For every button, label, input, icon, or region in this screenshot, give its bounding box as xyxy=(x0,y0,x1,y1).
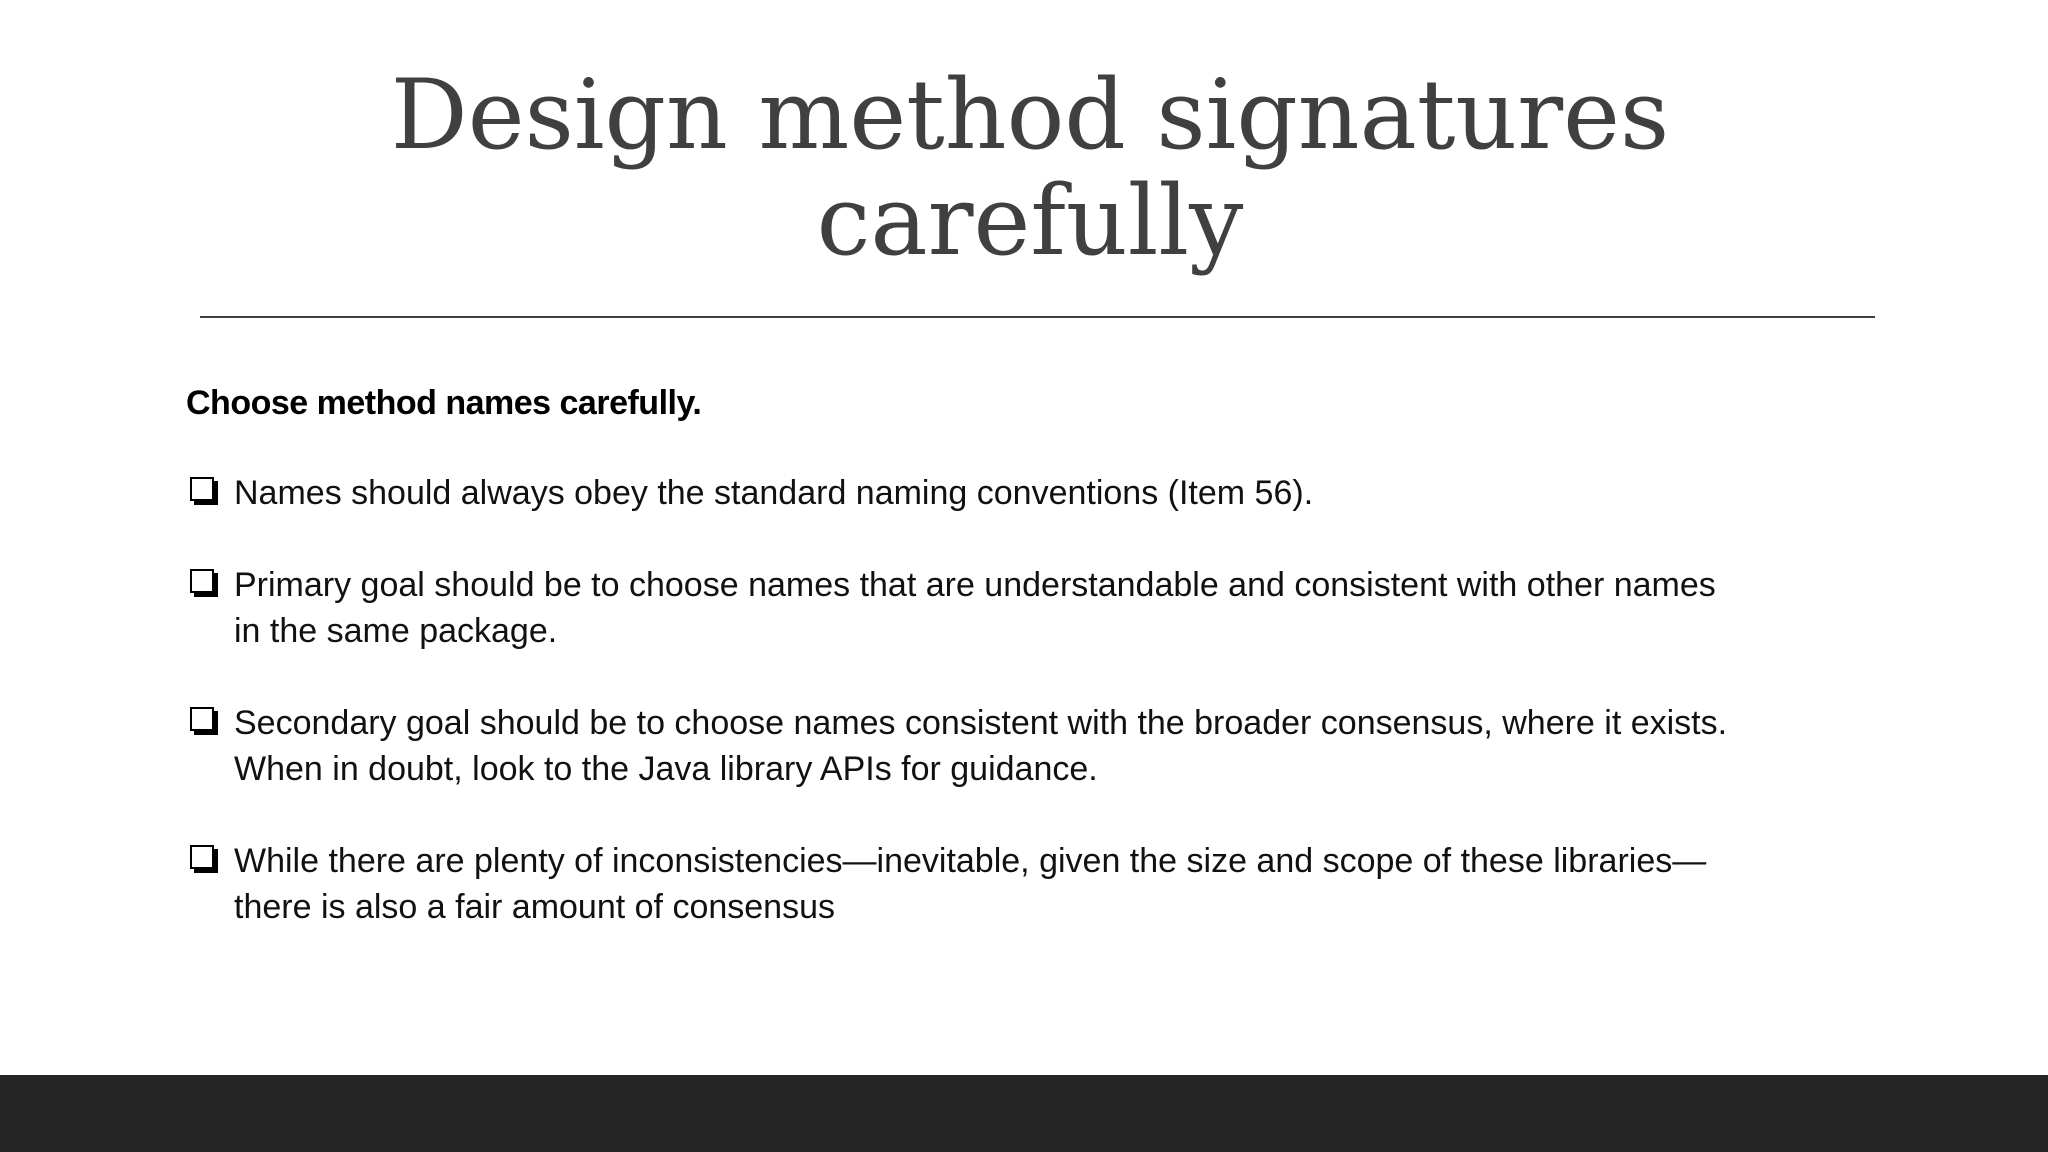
checkbox-bullet-icon xyxy=(190,845,214,869)
list-item xyxy=(186,838,1746,930)
checkbox-bullet-icon xyxy=(190,569,214,593)
checkbox-bullet-icon xyxy=(190,707,214,731)
list-item xyxy=(186,470,1746,516)
slide-content xyxy=(186,380,1746,930)
list-item xyxy=(186,700,1746,792)
checkbox-bullet-icon xyxy=(190,477,214,501)
subheading: Choose method names carefully. xyxy=(186,384,702,422)
bullet-text: While there are plenty of inconsistencies—inevitable, given the size and scope of these libraries—there is also a fair amount of consensus xyxy=(234,842,1707,926)
slide-title-line-2: carefully xyxy=(816,165,1244,277)
bullet-text: Secondary goal should be to choose names consistent with the broader consensus, where it exists. When in doubt, look to the Java library APIs for guidance. xyxy=(234,704,1728,788)
slide-title-line-1: Design method signatures xyxy=(390,59,1670,171)
footer-bar xyxy=(0,1075,2048,1152)
list-item xyxy=(186,562,1746,654)
title-divider xyxy=(200,316,1875,318)
bullet-text: Primary goal should be to choose names that are understandable and consistent with other names in the same package. xyxy=(234,566,1716,650)
slide-title xyxy=(200,59,1860,277)
bullet-text: Names should always obey the standard naming conventions (Item 56). xyxy=(234,474,1314,512)
bullet-list xyxy=(186,470,1746,930)
